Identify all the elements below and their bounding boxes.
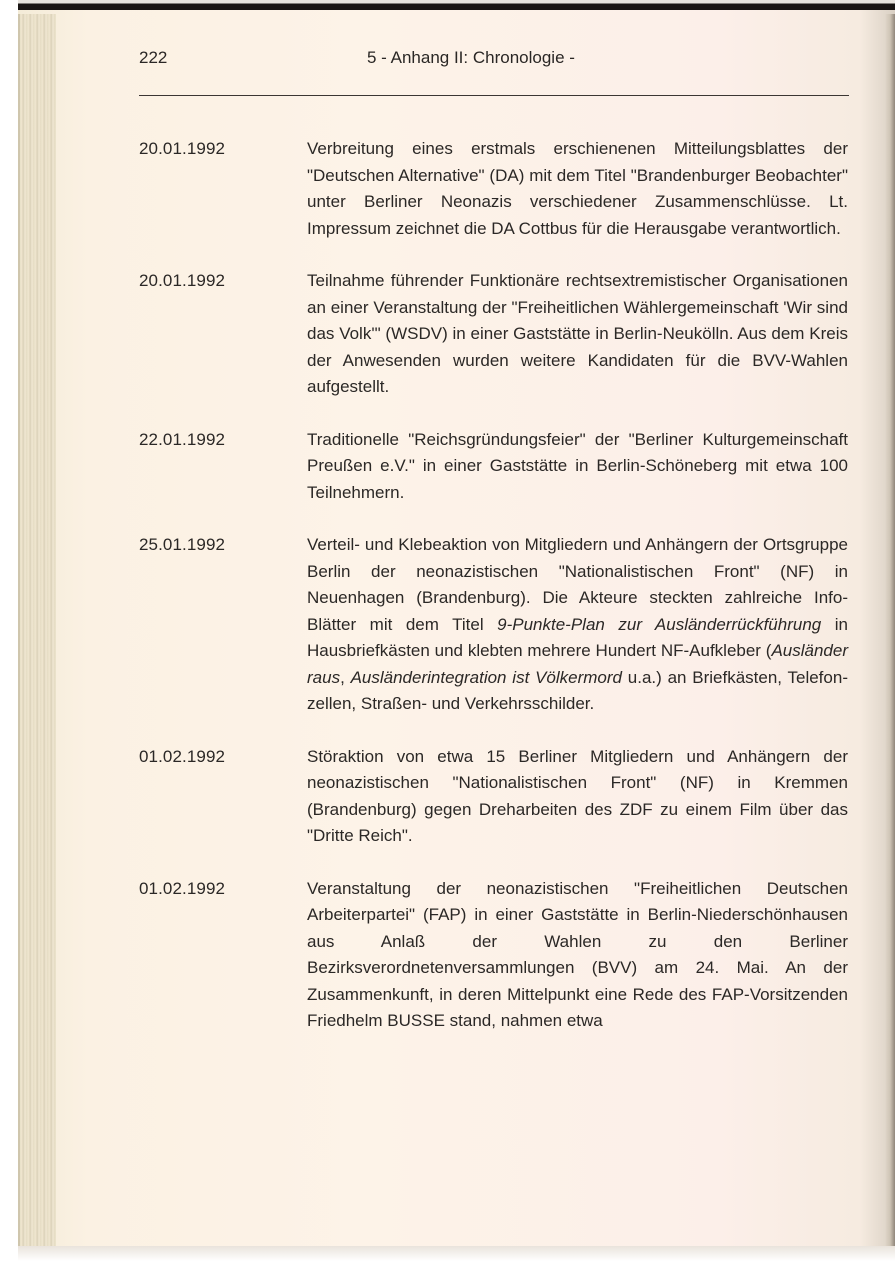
entry-text (307, 136, 848, 242)
text-run: Teilnahme führender Funktionäre rechtsextremistischer Organisationen an einer Veranstaltung der "Freiheitlichen Wählergemeinschaft 'Wir sind das Volk'" (WSDV) in einer Gaststätte in Berlin-Neukölln. Aus dem Kreis der Anwesenden wurden weitere Kandidaten für die BVV-Wahlen aufgestellt. (307, 271, 848, 396)
chronology-entries (139, 136, 849, 1061)
entry-date: 20.01.1992 (139, 139, 226, 158)
scan-bottom-edge (18, 1246, 895, 1261)
text-run: in Hausbriefkästen und klebten mehrere Hundert NF-Aufkleber ( (307, 614, 848, 660)
running-title: 5 - Anhang II: Chronologie - (367, 48, 575, 67)
text-run: Traditionelle "Reichsgründungsfeier" der "Berliner Kulturgemeinschaft Preußen e.V." in einer Gaststätte in Berlin-Schöneberg mit etwa 100 Teilnehmern. (307, 429, 848, 502)
page-number: 222 (139, 48, 168, 67)
entry-date: 01.02.1992 (139, 746, 226, 766)
chronology-entry (139, 427, 849, 507)
page-stack-edges (18, 14, 56, 1246)
text-run: Verteil- und Klebeaktion von Mitgliedern und Anhängern der Ortsgruppe Berlin der neonazistischen "Nationalistischen Front" (NF) in Neuenhagen (Brandenburg). Die Akteure steckten zahlreiche Info-Blätter mit dem Titel (307, 535, 848, 634)
chronology-entry (139, 876, 849, 1035)
entry-text (307, 744, 848, 850)
entry-text (307, 876, 848, 1035)
chronology-entry (139, 532, 849, 718)
text-run: u.a.) an Briefkästen, Telefonzellen, Straßen- und Verkehrsschilder. (307, 667, 848, 713)
italic-title: Ausländerintegration ist Völkermord (350, 667, 622, 687)
binding-shadow (885, 14, 895, 1246)
entry-date: 01.02.1992 (139, 878, 226, 898)
text-run: Verbreitung eines erstmals erschienenen Mitteilungsblattes der "Deutschen Alternative" (DA) mit dem Titel "Brandenburger Beobachter" unter Berliner Neonazis verschiedener Zusammenschlüsse. Lt. Impressum zeichnet die DA Cottbus für die Herausgabe verantwortlich. (307, 139, 848, 238)
chronology-entry (139, 136, 849, 242)
entry-date: 25.01.1992 (139, 535, 226, 554)
entry-text (307, 532, 848, 718)
text-run: , (340, 667, 351, 687)
entry-text (307, 427, 848, 507)
header-divider (139, 95, 849, 96)
text-run: Störaktion von etwa 15 Berliner Mitgliedern und Anhängern der neonazistischen "Nationalistischen Front" (NF) in Kremmen (Brandenburg) gegen Dreharbeiten des ZDF zu einem Film über das "Dritte Reich". (307, 746, 848, 845)
chronology-entry (139, 744, 849, 850)
entry-date: 20.01.1992 (139, 271, 226, 290)
italic-title: Ausländer raus (307, 641, 848, 687)
running-header (139, 48, 849, 98)
italic-title: 9-Punkte-Plan zur Ausländerrückführung (497, 614, 822, 634)
entry-date: 22.01.1992 (139, 429, 226, 449)
text-run: Veranstaltung der neonazistischen "Freiheitlichen Deutschen Arbeiterpartei" (FAP) in einer Gaststätte in Berlin-Niederschönhausen aus Anlaß der Wahlen zu den Berliner Bezirksverordnetenversammlungen (BVV) am 24. Mai. An der Zusammenkunft, in deren Mittelpunkt eine Rede des FAP-Vorsitzenden Friedhelm BUSSE stand, nahmen etwa (307, 878, 848, 1030)
entry-text (307, 268, 848, 401)
chronology-entry (139, 268, 849, 401)
